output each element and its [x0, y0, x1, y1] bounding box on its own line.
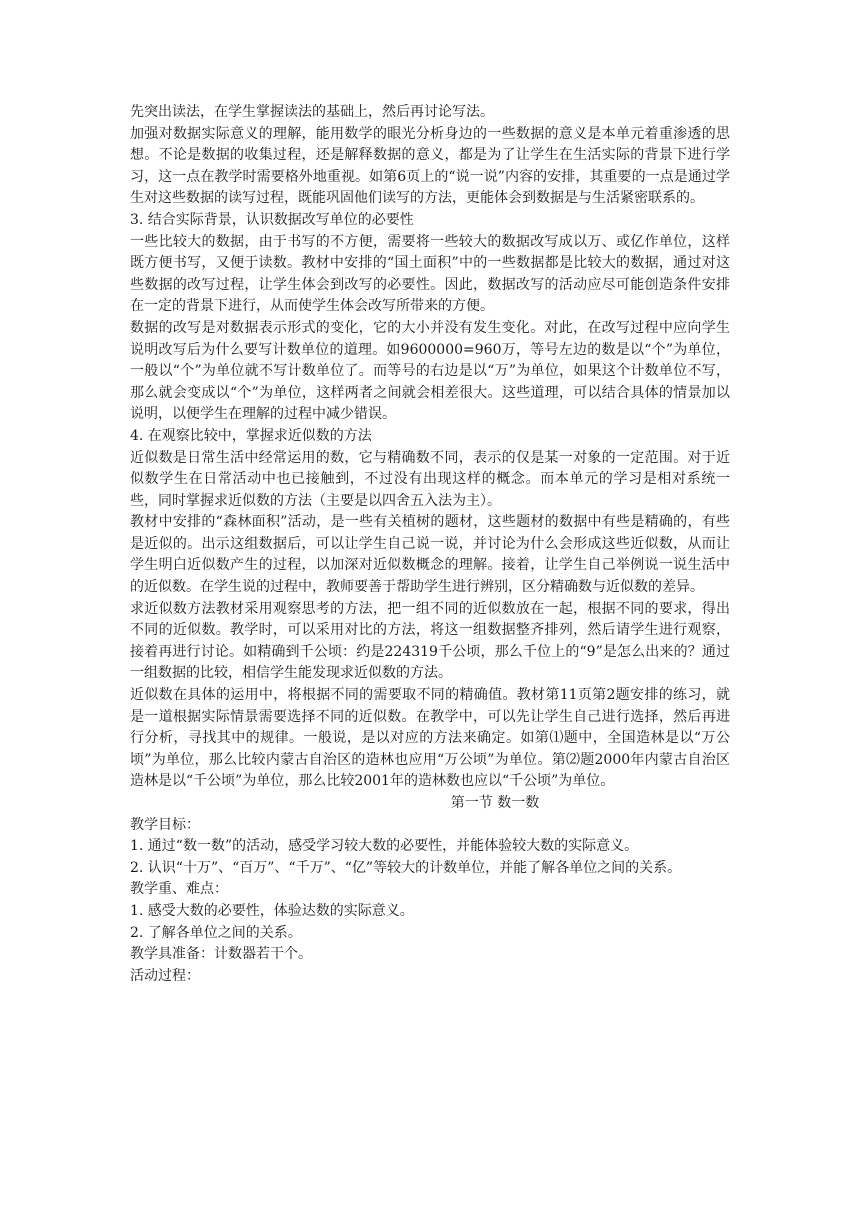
paragraph-data-meaning: 加强对数据实际意义的理解，能用数学的眼光分析身边的一些数据的意义是本单元着重渗透的思想。不论是数据的收集过程，还是解释数据的意义，都是为了让学生在生活实际的背景下进行学习，这一点在教学时需要格外地重视。如第6页上的“说一说”内容的安排，其重要的一点是通过学生对这些数据的读写过程，既能巩固他们读写的方法，更能体会到数据是与生活紧密联系的。: [130, 125, 730, 207]
document-body: [130, 102, 730, 987]
paragraph-approximate-usage: 近似数在具体的运用中，将根据不同的需要取不同的精确值。教材第11页第2题安排的练习，就是一道根据实际情景需要选择不同的近似数。在教学中，可以先让学生自己进行选择，然后再进行分析，寻找其中的规律。一般说，是以对应的方法来确定。如第⑴题中，全国造林是以“万公顷”为单位，那么比较内蒙古自治区的造林也应用“万公顷”为单位。第⑵题2000年内蒙古自治区造林是以“千公顷”为单位，那么比较2001年的造林数也应以“千公顷”为单位。: [130, 687, 730, 790]
paragraph-read-write-order: 先突出读法，在学生掌握读法的基础上，然后再讨论写法。: [130, 104, 494, 120]
key-points-label: 教学重、难点：: [130, 881, 228, 898]
heading-3-rewrite-units: 3. 结合实际背景，认识数据改写单位的必要性: [130, 211, 414, 228]
activity-process-label: 活动过程：: [130, 967, 200, 984]
materials-line: 教学具准备：计数器若干个。: [130, 946, 312, 963]
key-point-1: 1. 感受大数的必要性，体验达数的实际意义。: [130, 902, 414, 919]
key-point-2: 2. 了解各单位之间的关系。: [130, 924, 302, 941]
paragraph-approximate-definition: 近似数是日常生活中经常运用的数，它与精确数不同，表示的仅是某一对象的一定范围。对于近似数学生在日常活动中也已接触到，不过没有出现这样的概念。而本单元的学习是相对系统一些，同时掌握求近似数的方法（主要是以四舍五入法为主）。: [130, 449, 730, 509]
paragraph-rewrite-form-change: 数据的改写是对数据表示形式的变化，它的大小并没有发生变化。对此，在改写过程中应向学生说明改写后为什么要写计数单位的道理。如9600000=960万，等号左边的数是以“个”为单位，一般以“个”为单位就不写计数单位了。而等号的右边是以“万”为单位，如果这个计数单位不写，那么就会变成以“个”为单位，这样两者之间就会相差很大。这些道理，可以结合具体的情景加以说明，以便学生在理解的过程中减少错误。: [130, 319, 730, 423]
paragraph-approximate-method: 求近似数方法教材采用观察思考的方法，把一组不同的近似数放在一起，根据不同的要求，得出不同的近似数。教学时，可以采用对比的方法，将这一组数据整齐排列，然后请学生进行观察，接着再进行讨论。如精确到千公顷：约是224319千公顷，那么千位上的“9”是怎么出来的？通过一组数据的比较，相信学生能发现求近似数的方法。: [130, 600, 730, 682]
paragraph-forest-area: 教材中安排的“森林面积”活动，是一些有关植树的题材，这些题材的数据中有些是精确的，有些是近似的。出示这组数据后，可以让学生自己说一说，并讨论为什么会形成这些近似数，从而让学生明白近似数产生的过程，以加深对近似数概念的理解。接着，让学生自己举例说一说生活中的近似数。在学生说的过程中，教师要善于帮助学生进行辨别，区分精确数与近似数的差异。: [130, 514, 730, 596]
teaching-goal-2: 2. 认识“十万”、“百万”、“千万”、“亿”等较大的计数单位，并能了解各单位之间的关系。: [130, 859, 682, 876]
teaching-goal-1: 1. 通过“数一数”的活动，感受学习较大数的必要性，并能体验较大数的实际意义。: [130, 838, 639, 855]
teaching-goals-label: 教学目标：: [130, 816, 200, 833]
paragraph-rewrite-large-numbers: 一些比较大的数据，由于书写的不方便，需要将一些较大的数据改写成以万、或亿作单位，这样既方便书写，又便于读数。教材中安排的“国土面积”中的一些数据都是比较大的数据，通过对这些数据的改写过程，让学生体会到改写的必要性。因此，数据改写的活动应尽可能创造条件安排在一定的背景下进行，从而使学生体会改写所带来的方便。: [130, 233, 730, 315]
heading-4-approximate-numbers: 4. 在观察比较中，掌握求近似数的方法: [130, 427, 372, 444]
section-title: 第一节 数一数: [450, 795, 540, 811]
